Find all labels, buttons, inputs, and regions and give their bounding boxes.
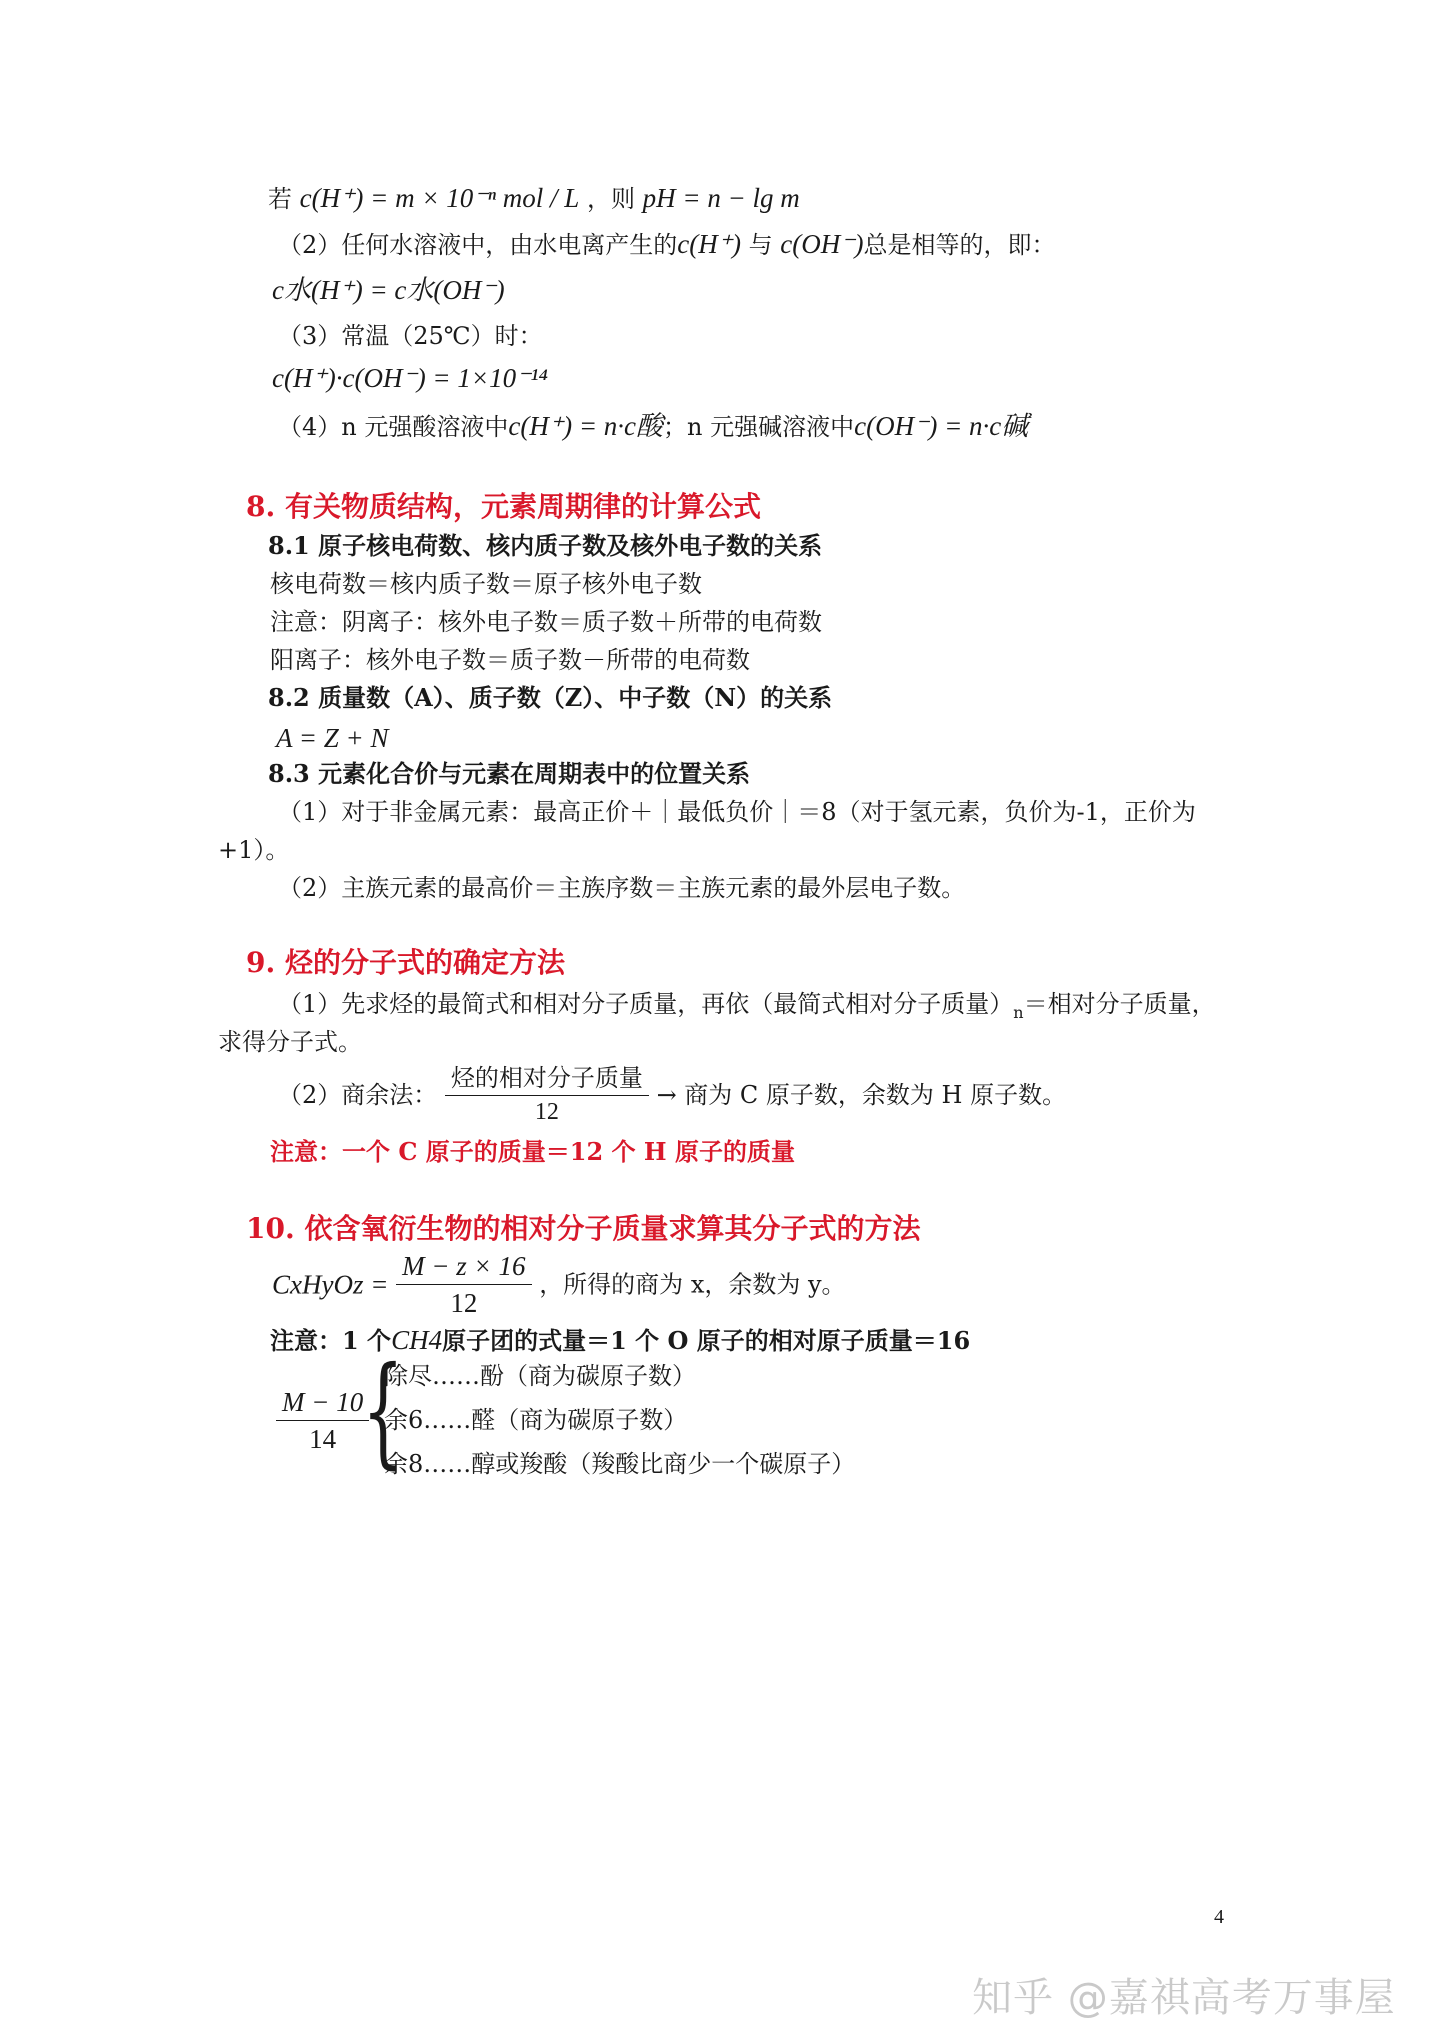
ph-formula-line: 若 c(H⁺) = m × 10⁻ⁿ mol / L ，则 pH = n − lg m bbox=[268, 183, 800, 213]
page-number: 4 bbox=[1214, 1906, 1224, 1928]
item-2-text: （2）任何水溶液中，由水电离产生的c(H⁺) 与 c(OH⁻)总是相等的，即： bbox=[278, 229, 1056, 259]
s81-line-1: 核电荷数＝核内质子数＝原子核外电子数 bbox=[270, 570, 702, 598]
s9-line-2: （2）商余法： $\frac{\text{烃的相对分子质量}}{12}$ → 商为 C 原子数，余数为 H 原子数。 bbox=[278, 1064, 1067, 1125]
s83-line-2: （2）主族元素的最高价＝主族序数＝主族元素的最外层电子数。 bbox=[278, 874, 966, 902]
s83-line-1-continued: +1）。 bbox=[218, 836, 290, 864]
case-1: 除尽……酚（商为碳原子数） bbox=[384, 1362, 696, 1390]
s10-formula-line: CxHyOz = $\frac{M - z \times 16}{12}$ ，所得的商为 x，余数为 y。 bbox=[272, 1251, 846, 1319]
section-10-title: 10. 依含氧衍生物的相对分子质量求算其分子式的方法 bbox=[246, 1212, 921, 1245]
oxygen-derivative-fraction: $\frac{M - z \times 16}{12}$ bbox=[396, 1250, 531, 1320]
subsection-8-3-title: 8.3 元素化合价与元素在周期表中的位置关系 bbox=[268, 759, 751, 788]
s83-line-1: （1）对于非金属元素：最高正价＋｜最低负价｜＝8（对于氢元素，负价为-1，正价为 bbox=[278, 798, 1196, 826]
ionic-product-equation: c(H⁺)·c(OH⁻) = 1×10⁻¹⁴ bbox=[272, 363, 548, 393]
s10-cases-fraction: $\frac{M - 10}{14}$ bbox=[276, 1386, 369, 1456]
item-3-text: （3）常温（25℃）时： bbox=[278, 322, 543, 350]
section-9-title: 9. 烃的分子式的确定方法 bbox=[246, 946, 565, 979]
case-2: 余6……醛（商为碳原子数） bbox=[384, 1406, 688, 1434]
mass-number-equation: A = Z + N bbox=[276, 723, 389, 753]
subsection-8-1-title: 8.1 原子核电荷数、核内质子数及核外电子数的关系 bbox=[268, 531, 823, 560]
section-8-title: 8. 有关物质结构，元素周期律的计算公式 bbox=[246, 490, 761, 523]
s10-note: 注意：1 个CH4原子团的式量＝1 个 O 原子的相对原子质量＝16 bbox=[270, 1325, 971, 1355]
s9-line-1-continued: 求得分子式。 bbox=[218, 1028, 362, 1056]
ph-expression: pH = n − lg m bbox=[642, 183, 800, 213]
zhihu-watermark: 知乎 @嘉祺高考万事屋 bbox=[972, 1975, 1396, 2021]
case-3: 余8……醇或羧酸（羧酸比商少一个碳原子） bbox=[384, 1450, 856, 1478]
subsection-8-2-title: 8.2 质量数（A）、质子数（Z）、中子数（N）的关系 bbox=[268, 683, 833, 712]
hydrocarbon-quotient-fraction: $\frac{\text{烃的相对分子质量}}{12}$ bbox=[445, 1064, 649, 1127]
s81-line-2: 注意：阴离子：核外电子数＝质子数＋所带的电荷数 bbox=[270, 608, 822, 636]
water-equality-equation: c水(H⁺) = c水(OH⁻) bbox=[272, 275, 505, 305]
s9-line-1: （1）先求烃的最简式和相对分子质量，再依（最简式相对分子质量）$_n=$相对分子质量， bbox=[278, 990, 1216, 1022]
s81-line-3: 阳离子：核外电子数＝质子数－所带的电荷数 bbox=[270, 646, 750, 674]
concentration-expression: c(H⁺) = m × 10⁻ⁿ mol / L bbox=[299, 183, 580, 213]
cases-brace-icon: { bbox=[362, 1342, 404, 1481]
s9-note: 注意：一个 C 原子的质量＝12 个 H 原子的质量 bbox=[270, 1137, 795, 1166]
item-4-text: （4）n 元强酸溶液中c(H⁺) = n·c酸；n 元强碱溶液中c(OH⁻) = n·c碱 bbox=[278, 411, 1029, 441]
